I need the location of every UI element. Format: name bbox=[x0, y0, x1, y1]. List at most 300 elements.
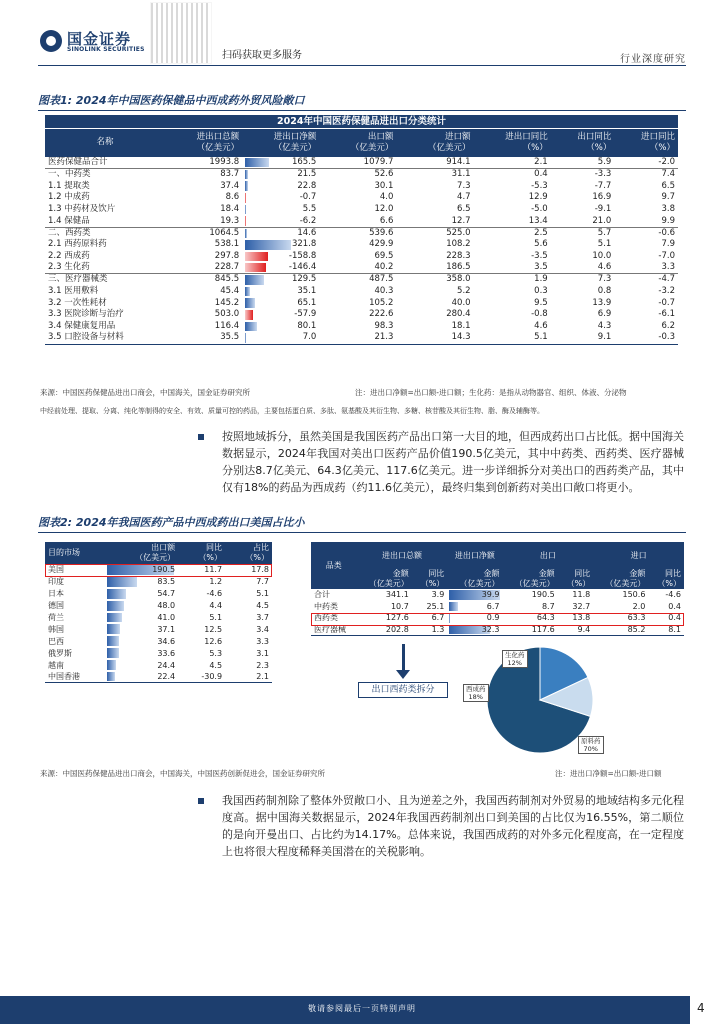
figure-1-title: 图表1: 2024年中国医药保健品中西成药外贸风险敞口 bbox=[38, 94, 305, 107]
market-share: 3.7 bbox=[256, 613, 269, 622]
export-value: 33.6 bbox=[157, 648, 176, 658]
net-bar bbox=[245, 298, 254, 308]
cell-import: 228.3 bbox=[446, 250, 471, 261]
import-yoy: -4.6 bbox=[665, 590, 681, 600]
column-header: 出口额 （亿美元） bbox=[105, 542, 178, 564]
net-value: 80.1 bbox=[297, 320, 317, 331]
net-value: -6.2 bbox=[299, 215, 317, 226]
sub-header: 金额 （亿美元） bbox=[593, 569, 648, 589]
market-yoy: 5.1 bbox=[209, 613, 223, 622]
cell-net bbox=[242, 239, 319, 251]
cell-total: 37.4 bbox=[220, 180, 240, 191]
cell-yoy_import: 7.4 bbox=[614, 169, 678, 181]
column-header: 进口额 （亿美元） bbox=[396, 128, 473, 157]
cell-total: 116.4 bbox=[214, 320, 240, 331]
market-name: 印度 bbox=[48, 577, 64, 587]
export-value: 24.4 bbox=[157, 660, 176, 670]
figure-2-title: 图表2: 2024年我国医药产品中西成药出口美国占比小 bbox=[38, 516, 305, 529]
cell-import: 18.1 bbox=[451, 320, 471, 331]
market-share: 2.1 bbox=[225, 671, 272, 683]
net-bar bbox=[245, 263, 266, 272]
cell-import: 108.2 bbox=[446, 239, 471, 250]
market-name: 美国 bbox=[48, 565, 64, 575]
paragraph-2: 我国西药制剂除了整体外贸敞口小、且为逆差之外，我国西药制剂对外贸易的地域结构多元化程度高。据中国海关数据显示，2024年我国西药制剂出口到美国的占比仅为16.55%，第二顺位的是向开曼出口、占比约为14.17%。总体来说，我国西成药的对外多元化程度高，在一定程度上也将很大程度稀释美国潜在的关税影响。 bbox=[222, 794, 684, 858]
cell-yoy_total: -5.3 bbox=[531, 180, 548, 191]
row-name: 医药保健品合计 bbox=[48, 157, 108, 168]
cell-yoy_import: 3.8 bbox=[661, 204, 675, 215]
row-name: 3.2 一次性耗材 bbox=[48, 297, 107, 308]
bullet-icon bbox=[198, 798, 204, 804]
cell-net bbox=[242, 157, 319, 169]
net-bar bbox=[245, 310, 253, 320]
table-row bbox=[45, 286, 678, 298]
us-highlight-box bbox=[45, 564, 272, 577]
cell-yoy_import: -4.7 bbox=[614, 274, 678, 286]
net-bar bbox=[245, 252, 268, 262]
cell-yoy_export: 5.1 bbox=[597, 239, 612, 250]
market-yoy: 5.3 bbox=[209, 648, 223, 658]
cell-export: 12.0 bbox=[374, 204, 394, 215]
cell-total: 538.1 bbox=[214, 239, 240, 250]
cell-yoy_total: 2.1 bbox=[534, 157, 548, 168]
column-header: 名称 bbox=[45, 128, 165, 157]
net-value: 32.3 bbox=[481, 624, 500, 634]
figure-1-source: 来源：中国医药保健品进出口商会，中国海关，国金证券研究所 bbox=[40, 388, 250, 397]
market-share: 2.3 bbox=[256, 660, 269, 670]
column-header: 出口同比 （%） bbox=[551, 128, 615, 157]
column-header: 出口额 （亿美元） bbox=[319, 128, 396, 157]
net-value: -57.9 bbox=[294, 309, 317, 320]
market-yoy: 4.4 bbox=[209, 601, 223, 611]
table-row bbox=[45, 635, 272, 647]
brand-name-cn: 国金证券 bbox=[67, 30, 132, 48]
export-yoy: 13.8 bbox=[572, 613, 591, 623]
cell-import: 6.5 bbox=[457, 204, 471, 215]
table-row bbox=[45, 332, 678, 344]
export-value: 54.7 bbox=[157, 589, 176, 599]
cell-import: 358.0 bbox=[396, 274, 473, 286]
export-value: 190.5 bbox=[152, 565, 176, 575]
export-amount: 8.7 bbox=[541, 601, 555, 611]
row-name: 三、医疗器械类 bbox=[45, 274, 165, 286]
total-amount: 341.1 bbox=[385, 590, 409, 600]
export-amount: 190.5 bbox=[531, 590, 555, 600]
market-yoy: -4.6 bbox=[206, 589, 223, 599]
market-share: 4.5 bbox=[256, 601, 269, 611]
cell-net bbox=[242, 321, 319, 333]
cell-total: 19.3 bbox=[220, 215, 240, 226]
export-amount: 117.6 bbox=[503, 624, 558, 636]
export-value: 22.4 bbox=[157, 672, 176, 682]
net-bar bbox=[245, 333, 246, 342]
cell-yoy_total: 3.5 bbox=[534, 262, 548, 273]
paragraph-1: 按照地域拆分，虽然美国是我国医药产品出口第一大目的地，但西成药出口占比低。据中国海关数据显示，2024年我国对美出口医药产品价值190.5亿美元，其中中药类、西药类、医疗器械分别达8.7亿美元、64.3亿美元、117.6亿美元。进一步详细拆分对美出口的西药类产品，其中仅有18%的药品为西成药（约11.6亿美元），最终归集到创新药对美出口敞口将更小。 bbox=[222, 430, 684, 494]
cell-yoy_total: 5.6 bbox=[534, 239, 548, 250]
table-row bbox=[45, 321, 678, 333]
table-row bbox=[45, 251, 678, 263]
cell-import: 5.2 bbox=[457, 285, 471, 296]
table-row bbox=[311, 601, 684, 613]
net-value: 7.0 bbox=[302, 332, 317, 343]
cell-export: 222.6 bbox=[369, 309, 394, 320]
cell-net bbox=[242, 286, 319, 298]
cell-yoy_export: 7.3 bbox=[551, 274, 615, 286]
market-name: 越南 bbox=[48, 660, 64, 670]
export-value: 48.0 bbox=[157, 601, 176, 611]
total-yoy: 25.1 bbox=[426, 601, 445, 611]
cell-net bbox=[242, 274, 319, 286]
cell-import: 4.7 bbox=[457, 192, 471, 203]
cell-export: 4.0 bbox=[379, 192, 394, 203]
figure-2-note: 注：进出口净额=出口额-进口额 bbox=[555, 769, 662, 778]
market-name: 巴西 bbox=[48, 636, 64, 646]
cell-net bbox=[242, 262, 319, 274]
cell-yoy_total: 1.9 bbox=[474, 274, 551, 286]
table-row bbox=[45, 309, 678, 321]
cell-yoy_export: -3.3 bbox=[551, 169, 615, 181]
row-name: 1.2 中成药 bbox=[48, 192, 90, 203]
cell-yoy_total: 4.6 bbox=[534, 320, 548, 331]
brand-logo-icon bbox=[40, 30, 62, 52]
split-label: 出口西药类拆分 bbox=[358, 682, 448, 698]
row-name: 1.1 提取类 bbox=[48, 180, 90, 191]
cell-yoy_import: 6.2 bbox=[661, 320, 675, 331]
export-yoy: 11.8 bbox=[572, 590, 591, 600]
cell-yoy_total: -0.8 bbox=[531, 309, 548, 320]
column-header: 进口同比 （%） bbox=[614, 128, 678, 157]
export-value: 41.0 bbox=[157, 613, 176, 622]
cell-yoy_total: -5.0 bbox=[531, 204, 548, 215]
cell-total: 845.5 bbox=[165, 274, 242, 286]
total-amount: 202.8 bbox=[357, 624, 412, 636]
cell-yoy_total: 0.4 bbox=[474, 169, 551, 181]
table-row bbox=[45, 239, 678, 251]
cell-yoy_total: 9.5 bbox=[534, 297, 548, 308]
category-name: 医疗器械 bbox=[311, 624, 357, 636]
cell-total: 228.7 bbox=[214, 262, 240, 273]
net-bar bbox=[245, 322, 257, 332]
cell-yoy_export: 5.7 bbox=[551, 227, 615, 239]
cell-import: 14.3 bbox=[396, 332, 473, 344]
import-yoy: 8.1 bbox=[648, 624, 684, 636]
page-header bbox=[0, 0, 724, 66]
market-export bbox=[105, 647, 178, 659]
col-import: 进口 bbox=[593, 542, 684, 569]
export-yoy: 9.4 bbox=[558, 624, 594, 636]
net-bar bbox=[245, 287, 250, 297]
import-amount: 63.3 bbox=[627, 613, 646, 623]
cell-yoy_export: 0.8 bbox=[597, 285, 612, 296]
net-value: -0.7 bbox=[299, 192, 317, 203]
market-name: 日本 bbox=[48, 589, 64, 599]
cell-import: 186.5 bbox=[446, 262, 471, 273]
market-share: 17.8 bbox=[251, 565, 269, 575]
cell-export: 30.1 bbox=[374, 180, 394, 191]
cell-yoy_import: 6.5 bbox=[661, 180, 675, 191]
figure-1-table bbox=[45, 115, 678, 345]
market-export bbox=[105, 612, 178, 624]
import-yoy: 0.4 bbox=[668, 601, 681, 611]
market-name: 韩国 bbox=[48, 624, 64, 634]
total-amount: 127.6 bbox=[385, 613, 409, 623]
figure-1-note-cont: 中经前处理、提取、分离、纯化等制得的安全、有效、质量可控的药品，主要包括蛋白质、多肽、氨基酸及其衍生物、多糖、核苷酸及其衍生物、脂、酶及辅酶等。 bbox=[40, 407, 544, 415]
cell-net bbox=[242, 309, 319, 321]
cell-export: 98.3 bbox=[374, 320, 394, 331]
net-value: 0.9 bbox=[486, 613, 500, 623]
net-value: 14.6 bbox=[297, 227, 317, 238]
column-header: 同比 （%） bbox=[178, 542, 225, 564]
column-header: 进出口同比 （%） bbox=[474, 128, 551, 157]
row-name: 3.5 口腔设备与材料 bbox=[45, 332, 165, 344]
cell-yoy_import: -7.0 bbox=[658, 250, 675, 261]
cell-yoy_import: -3.2 bbox=[658, 285, 675, 296]
row-name: 2.3 生化药 bbox=[48, 262, 90, 273]
cell-total: 83.7 bbox=[165, 169, 242, 181]
cell-yoy_export: 21.0 bbox=[592, 215, 612, 226]
market-yoy: 1.2 bbox=[209, 577, 223, 587]
export-value: 83.5 bbox=[157, 577, 176, 587]
cell-export: 40.2 bbox=[374, 262, 394, 273]
cell-import: 7.3 bbox=[457, 180, 471, 191]
category-name: 合计 bbox=[314, 590, 330, 600]
table-row bbox=[45, 588, 272, 600]
cell-yoy_export: 4.3 bbox=[597, 320, 612, 331]
cell-net bbox=[242, 192, 319, 204]
table-row bbox=[45, 204, 678, 216]
net-value: 165.5 bbox=[291, 157, 317, 168]
export-amount: 64.3 bbox=[536, 613, 555, 623]
cell-yoy_total: 2.5 bbox=[474, 227, 551, 239]
sub-header: 金额 （亿美元） bbox=[357, 569, 412, 589]
cell-import: 280.4 bbox=[446, 309, 471, 320]
market-export bbox=[105, 588, 178, 600]
market-export bbox=[105, 659, 178, 671]
cell-yoy_import: -2.0 bbox=[658, 157, 675, 168]
market-yoy: 12.6 bbox=[204, 636, 223, 646]
cell-export: 21.3 bbox=[319, 332, 396, 344]
export-bar bbox=[107, 589, 126, 599]
arrow-down-icon bbox=[402, 644, 405, 670]
sub-header: 同比 （%） bbox=[412, 569, 448, 589]
cell-net bbox=[242, 180, 319, 192]
row-name: 2.2 西成药 bbox=[48, 250, 90, 261]
cell-net bbox=[242, 332, 319, 344]
net-bar bbox=[245, 205, 246, 215]
export-bar bbox=[107, 648, 119, 658]
cell-yoy_export: 5.9 bbox=[597, 157, 612, 168]
total-yoy: 6.7 bbox=[431, 613, 445, 623]
figure-1-divider bbox=[38, 110, 686, 111]
table-row bbox=[45, 215, 678, 227]
cell-yoy_export: 4.6 bbox=[597, 262, 612, 273]
cell-yoy_export: 6.9 bbox=[597, 309, 612, 320]
arrow-head-icon bbox=[396, 670, 410, 679]
cell-total: 8.6 bbox=[225, 192, 240, 203]
cell-total: 45.4 bbox=[220, 285, 240, 296]
cell-net bbox=[242, 215, 319, 227]
market-name: 中国香港 bbox=[45, 671, 105, 683]
cell-yoy_total: -3.5 bbox=[531, 250, 548, 261]
footer-disclaimer[interactable]: 敬请参阅最后一页特别声明 bbox=[308, 1004, 416, 1013]
cell-total: 1064.5 bbox=[165, 227, 242, 239]
cell-yoy_import: -0.7 bbox=[658, 297, 675, 308]
net-amount bbox=[447, 601, 502, 613]
import-amount: 2.0 bbox=[632, 601, 646, 611]
cell-yoy_import: -6.1 bbox=[658, 309, 675, 320]
cell-yoy_import: -0.6 bbox=[614, 227, 678, 239]
cell-export: 6.6 bbox=[379, 215, 394, 226]
cell-yoy_total: 12.9 bbox=[528, 192, 548, 203]
cell-total: 297.8 bbox=[214, 250, 240, 261]
page-number: 4 bbox=[697, 1001, 705, 1015]
qr-code-icon[interactable] bbox=[150, 2, 212, 64]
bullet-icon bbox=[198, 434, 204, 440]
cell-net bbox=[242, 251, 319, 263]
cell-import: 12.7 bbox=[451, 215, 471, 226]
net-bar bbox=[245, 229, 247, 238]
export-bar bbox=[107, 624, 120, 634]
net-value: 65.1 bbox=[297, 297, 317, 308]
net-value: 39.9 bbox=[481, 590, 500, 600]
cell-yoy_export: 16.9 bbox=[592, 192, 612, 203]
pie-label-formulation: 西成药 18% bbox=[463, 684, 489, 702]
sub-header: 金额 （亿美元） bbox=[447, 569, 502, 589]
net-value: 22.8 bbox=[297, 180, 317, 191]
export-bar bbox=[107, 636, 119, 646]
market-yoy: -30.9 bbox=[178, 671, 225, 683]
cell-yoy_import: 3.3 bbox=[661, 262, 675, 273]
row-name: 2.1 西药原料药 bbox=[48, 239, 107, 250]
market-name: 德国 bbox=[48, 601, 64, 611]
net-bar bbox=[449, 602, 458, 612]
table-row bbox=[45, 297, 678, 309]
cell-import: 31.1 bbox=[396, 169, 473, 181]
market-share: 7.7 bbox=[256, 577, 269, 587]
table-row bbox=[45, 180, 678, 192]
cell-net bbox=[242, 297, 319, 309]
cell-total: 145.2 bbox=[214, 297, 240, 308]
net-value: 6.7 bbox=[486, 601, 500, 611]
cell-yoy_import: -0.3 bbox=[614, 332, 678, 344]
figure-2-source: 来源：中国医药保健品进出口商会，中国海关，中国医药创新促进会，国金证券研究所 bbox=[40, 769, 325, 778]
cell-yoy_total: 0.3 bbox=[534, 285, 548, 296]
table-row bbox=[45, 671, 272, 683]
row-name: 3.3 医院诊断与治疗 bbox=[48, 309, 124, 320]
cell-export: 539.6 bbox=[319, 227, 396, 239]
cell-yoy_total: 5.1 bbox=[474, 332, 551, 344]
cell-net bbox=[242, 204, 319, 216]
market-share: 3.4 bbox=[256, 624, 269, 634]
net-bar bbox=[245, 216, 246, 225]
table-row bbox=[45, 659, 272, 671]
row-name: 一、中药类 bbox=[45, 169, 165, 181]
market-export bbox=[105, 671, 178, 683]
cell-export: 429.9 bbox=[369, 239, 394, 250]
brand-name-en: SINOLINK SECURITIES bbox=[67, 46, 145, 53]
cell-import: 525.0 bbox=[396, 227, 473, 239]
row-name: 二、西药类 bbox=[45, 227, 165, 239]
cell-yoy_import: 9.9 bbox=[661, 215, 675, 226]
market-name: 荷兰 bbox=[48, 613, 64, 622]
cell-yoy_import: 7.9 bbox=[661, 239, 675, 250]
cell-export: 1079.7 bbox=[363, 157, 394, 168]
col-export: 出口 bbox=[503, 542, 594, 569]
cell-total: 35.5 bbox=[165, 332, 242, 344]
sub-header: 同比 （%） bbox=[648, 569, 684, 589]
sub-header: 同比 （%） bbox=[558, 569, 594, 589]
market-yoy: 11.7 bbox=[204, 565, 223, 575]
net-value: -146.4 bbox=[288, 262, 317, 273]
total-yoy: 1.3 bbox=[412, 624, 448, 636]
export-value: 37.1 bbox=[157, 624, 176, 634]
net-value: 129.5 bbox=[291, 274, 317, 285]
market-export bbox=[105, 576, 178, 588]
market-share: 5.1 bbox=[256, 589, 269, 599]
qr-caption: 扫码获取更多服务 bbox=[222, 50, 302, 61]
row-name: 1.4 保健品 bbox=[48, 215, 90, 226]
col-net: 进出口净额 bbox=[447, 542, 502, 569]
category-name: 西药类 bbox=[314, 613, 338, 623]
row-name: 3.1 医用敷料 bbox=[48, 285, 99, 296]
table-row bbox=[45, 647, 272, 659]
table-row bbox=[45, 274, 678, 286]
total-amount: 10.7 bbox=[390, 601, 409, 611]
net-bar bbox=[245, 275, 264, 284]
table-row bbox=[45, 576, 272, 588]
cell-export: 105.2 bbox=[369, 297, 394, 308]
export-bar bbox=[107, 660, 116, 670]
sub-header: 金额 （亿美元） bbox=[503, 569, 558, 589]
cell-export: 69.5 bbox=[374, 250, 394, 261]
cell-export: 487.5 bbox=[319, 274, 396, 286]
col-total: 进出口总额 bbox=[357, 542, 448, 569]
net-value: 35.1 bbox=[297, 285, 317, 296]
cell-export: 40.3 bbox=[374, 285, 394, 296]
table-row bbox=[45, 600, 272, 612]
table-row bbox=[45, 169, 678, 181]
table-row bbox=[45, 623, 272, 635]
cell-yoy_import: 9.7 bbox=[661, 192, 675, 203]
export-bar bbox=[107, 613, 121, 623]
cell-yoy_export: 13.9 bbox=[592, 297, 612, 308]
table-row bbox=[45, 192, 678, 204]
market-export bbox=[105, 623, 178, 635]
import-amount: 85.2 bbox=[593, 624, 648, 636]
export-bar bbox=[107, 601, 124, 611]
cell-yoy_export: 9.1 bbox=[551, 332, 615, 344]
row-name: 3.4 保健康复用品 bbox=[48, 320, 116, 331]
export-bar bbox=[107, 577, 136, 587]
column-header: 进出口总额 （亿美元） bbox=[165, 128, 242, 157]
market-export bbox=[105, 635, 178, 647]
category-name: 中药类 bbox=[314, 601, 338, 611]
net-amount bbox=[447, 589, 502, 601]
export-yoy: 32.7 bbox=[572, 601, 591, 611]
total-yoy: 3.9 bbox=[431, 590, 445, 600]
market-share: 3.1 bbox=[256, 648, 269, 658]
cell-net bbox=[242, 169, 319, 181]
cell-yoy_export: -7.7 bbox=[594, 180, 612, 191]
row-name: 1.3 中药材及饮片 bbox=[48, 204, 116, 215]
market-yoy: 12.5 bbox=[204, 624, 223, 634]
western-drug-highlight-box bbox=[311, 613, 684, 626]
table-row bbox=[45, 612, 272, 624]
market-share: 3.3 bbox=[256, 636, 269, 646]
column-header: 进出口净额 （亿美元） bbox=[242, 128, 319, 157]
import-yoy: 0.4 bbox=[668, 613, 681, 623]
figure-1-note: 注：进出口净额=出口额-进口额；生化药：是指从动物器官、组织、体液、分泌物 bbox=[355, 388, 627, 397]
figure-2-divider bbox=[38, 532, 686, 533]
